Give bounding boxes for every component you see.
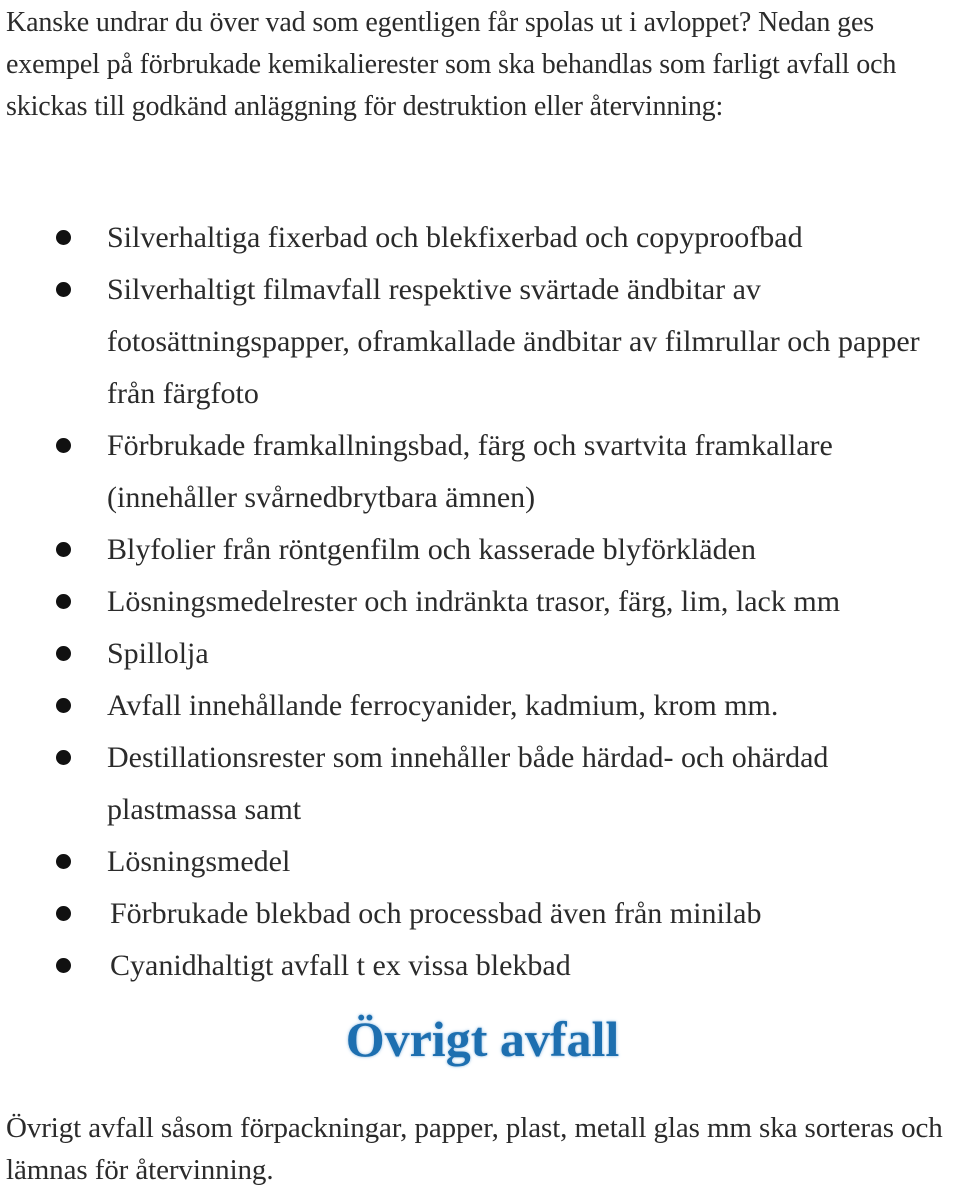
list-item [0, 628, 960, 680]
other-waste-paragraph: Övrigt avfall såsom förpackningar, papper, plast, metall glas mm ska sorteras och lämnas för återvinning. [6, 1112, 943, 1186]
list-item-label: Lösningsmedel [107, 845, 291, 878]
list-item-label: Silverhaltiga fixerbad och blekfixerbad och copyproofbad [107, 221, 803, 254]
bullet-icon [56, 594, 71, 609]
bullet-icon [56, 542, 71, 557]
intro-paragraph: Kanske undrar du över vad som egentligen får spolas ut i avloppet? Nedan ges exempel på förbrukade kemikalierester som ska behandlas som farligt avfall och skickas till godkänd anläggning för destruktion eller återvinning: [6, 7, 897, 122]
list-item [0, 940, 960, 992]
bullet-icon [56, 906, 71, 921]
bullet-icon [56, 750, 71, 765]
list-item-label: Cyanidhaltigt avfall t ex vissa blekbad [110, 949, 571, 982]
bullet-icon [56, 646, 71, 661]
list-item-label: Spillolja [107, 637, 209, 670]
list-item-label: Förbrukade blekbad och processbad även från minilab [110, 897, 762, 930]
list-item-label: Silverhaltigt filmavfall respektive svärtade ändbitar av fotosättningspapper, oframkallade ändbitar av filmrullar och papper från färgfoto [107, 273, 920, 410]
bullet-icon [56, 438, 71, 453]
list-item [0, 732, 960, 836]
hazardous-waste-list [0, 212, 960, 992]
list-item-label: Lösningsmedelrester och indränkta trasor, färg, lim, lack mm [107, 585, 841, 618]
list-item [0, 524, 960, 576]
list-item [0, 836, 960, 888]
bullet-icon [56, 958, 71, 973]
bullet-icon [56, 282, 71, 297]
list-item-label: Avfall innehållande ferrocyanider, kadmium, krom mm. [107, 689, 779, 722]
bullet-icon [56, 698, 71, 713]
list-item [0, 680, 960, 732]
list-item [0, 576, 960, 628]
section-heading-other-waste: Övrigt avfall [345, 1011, 620, 1067]
list-item [0, 420, 960, 524]
bullet-icon [56, 854, 71, 869]
list-item [0, 264, 960, 420]
list-item-label: Destillationsrester som innehåller både härdad- och ohärdad plastmassa samt [107, 741, 829, 826]
list-item [0, 888, 960, 940]
bullet-icon [56, 230, 71, 245]
list-item [0, 212, 960, 264]
list-item-label: Blyfolier från röntgenfilm och kasserade blyförkläden [107, 533, 756, 566]
list-item-label: Förbrukade framkallningsbad, färg och svartvita framkallare (innehåller svårnedbrytbara ämnen) [107, 429, 833, 514]
